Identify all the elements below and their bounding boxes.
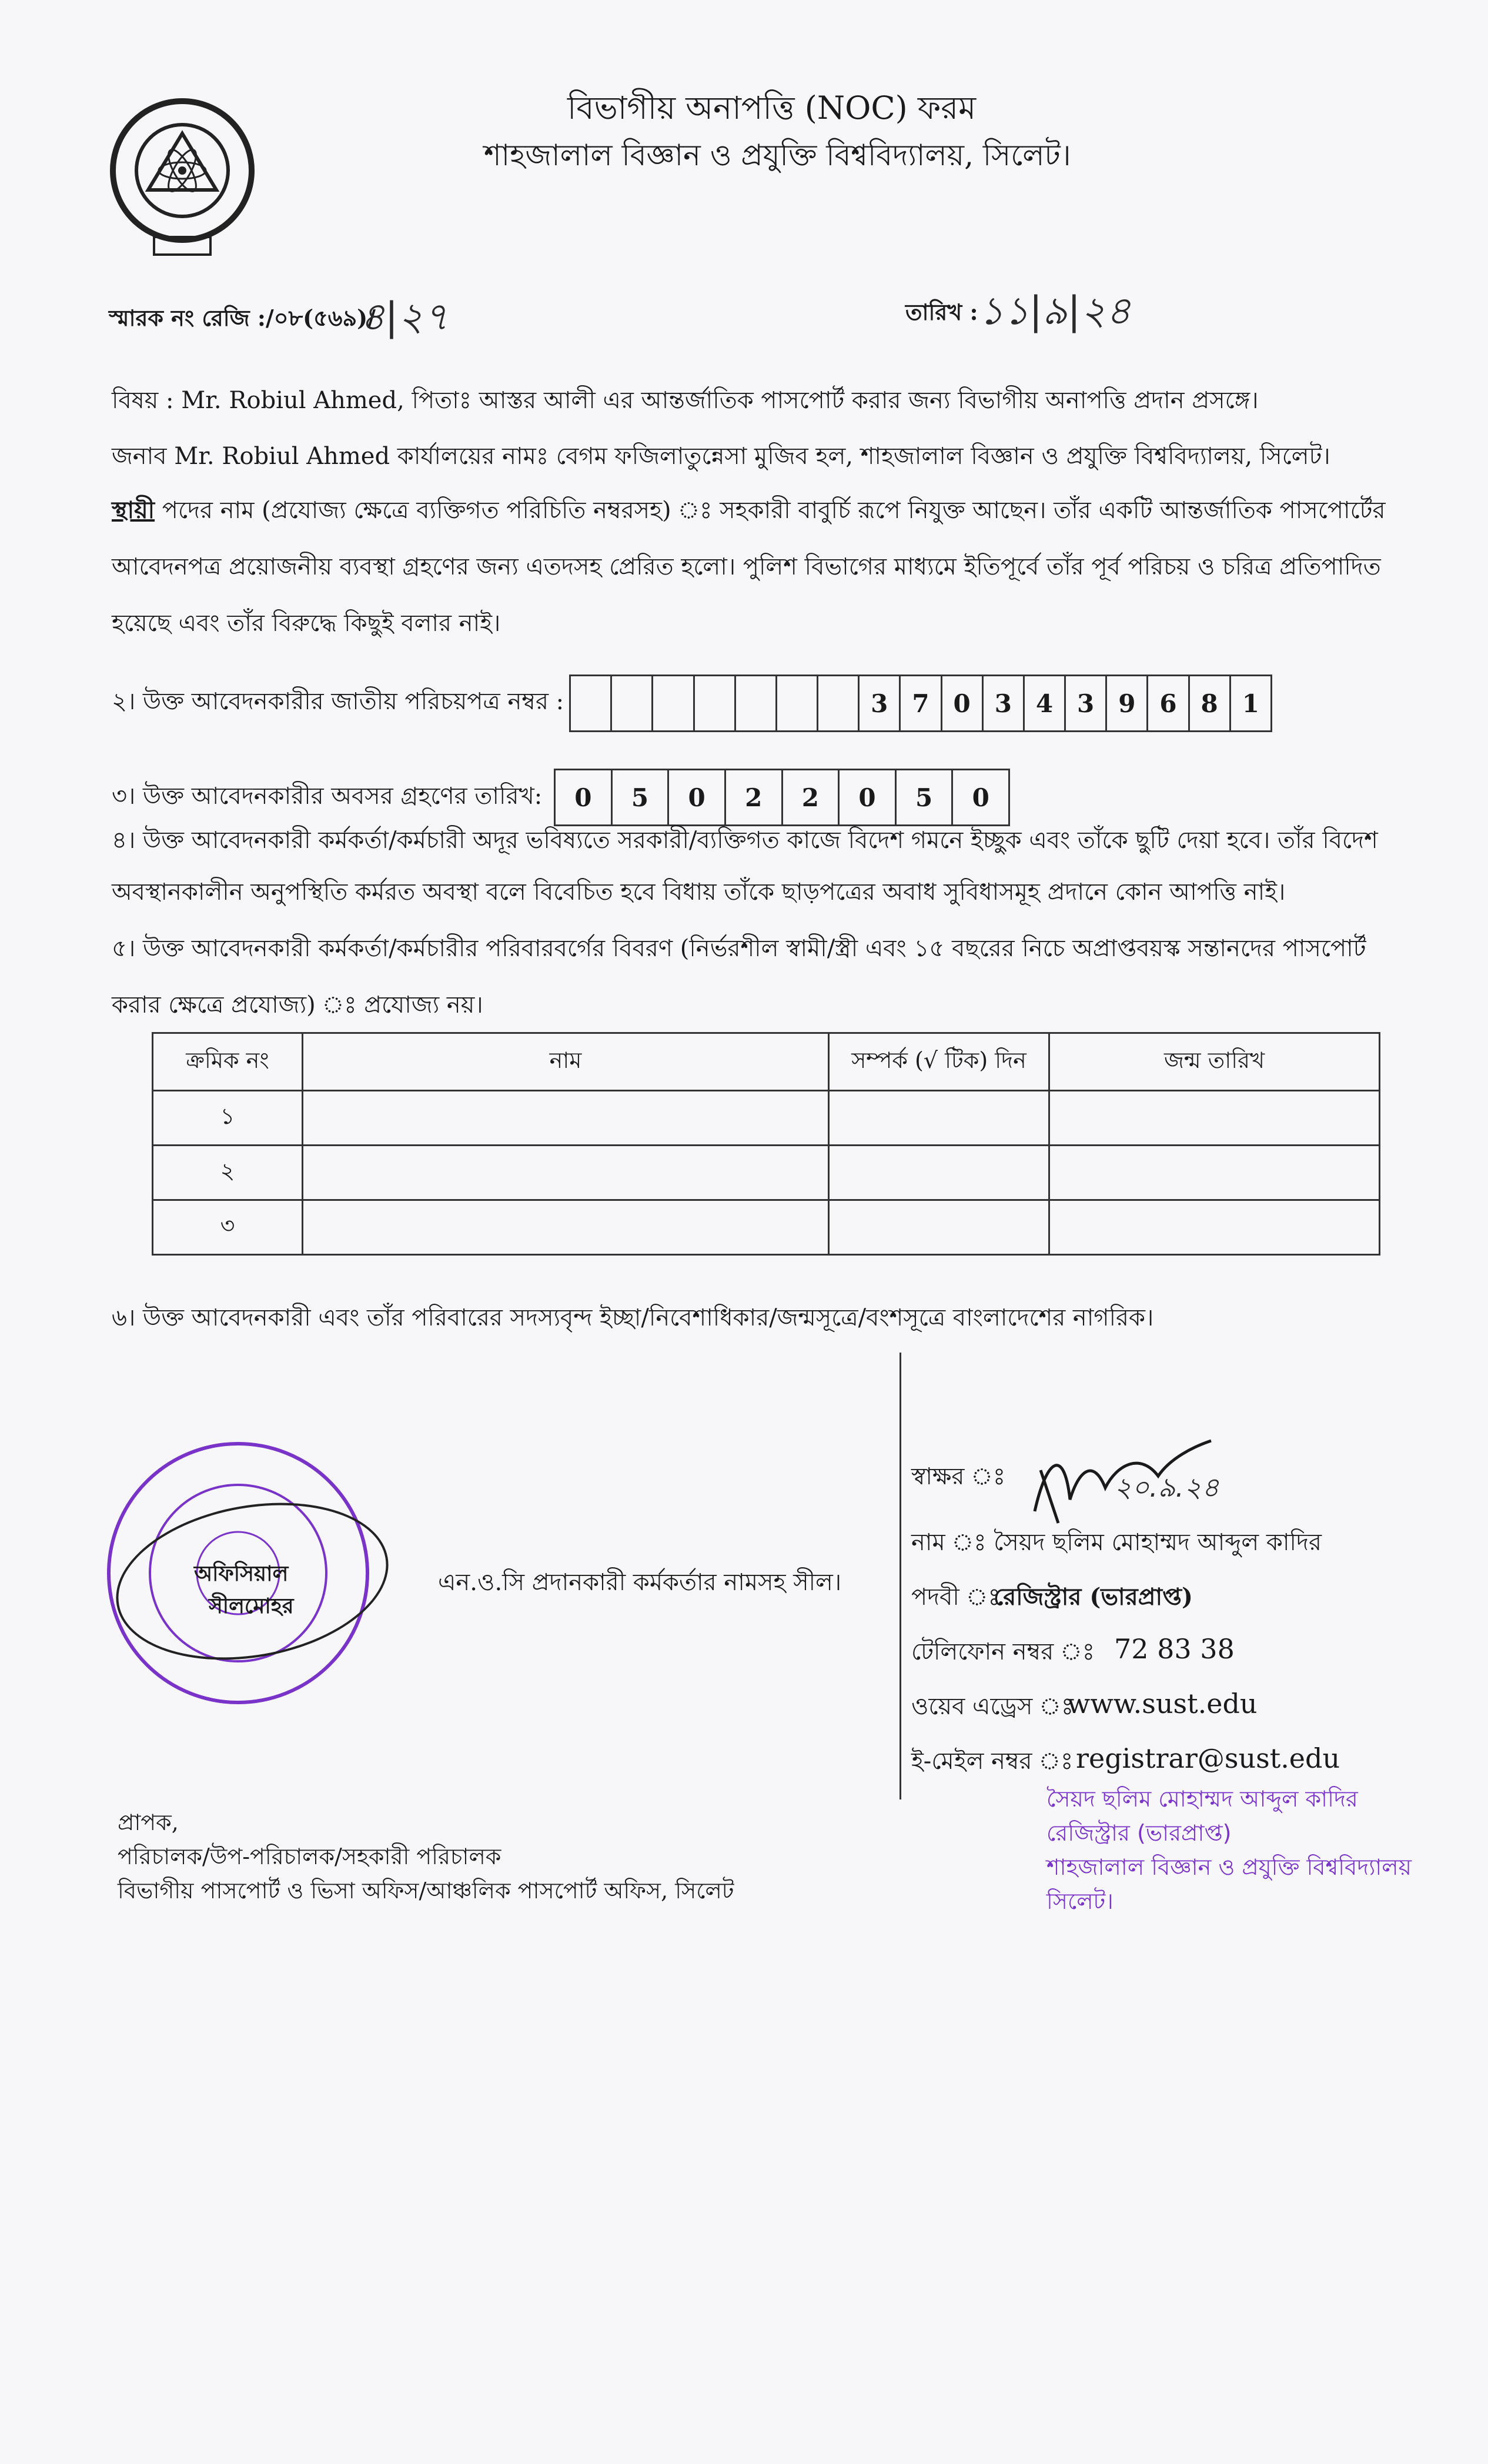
row-name [303, 1200, 829, 1255]
seal-line2: সীলমোহর [209, 1594, 294, 1618]
nid-digit-box: 3 [984, 676, 1025, 730]
university-logo [106, 91, 259, 262]
addressee-line: জনাব Mr. Robiul Ahmed কার্যালয়ের নামঃ বেগম ফজিলাতুন্নেসা মুজিব হল, শাহজালাল বিজ্ঞান ও প্রযুক্তি বিশ্ববিদ্যালয়, সিলেট। [112, 443, 1330, 470]
row-serial: ৩ [153, 1200, 303, 1255]
registrar-stamp [1046, 1782, 1412, 1918]
row-birthdate [1049, 1200, 1380, 1255]
seal-caption: এন.ও.সি প্রদানকারী কর্মকর্তার নামসহ সীল। [438, 1569, 842, 1596]
item5-paragraph: ৫। উক্ত আবেদনকারী কর্মকর্তা/কর্মচারীর পরিবারবর্গের বিবরণ (নির্ভরশীল স্বামী/স্ত্রী এবং ১৫ বছরের নিচে অপ্রাপ্তবয়স্ক সন্তানদের পাসপোর্ট করার ক্ষেত্রে প্রযোজ্য) ঃ প্রযোজ্য নয়। [112, 935, 1366, 1019]
university-name: শাহজালাল বিজ্ঞান ও প্রযুক্তি বিশ্ববিদ্যালয়, সিলেট। [484, 138, 1071, 172]
recipient-block [118, 1805, 734, 1908]
nid-digit-box: 9 [1107, 676, 1148, 730]
nid-digit-box: 8 [1190, 676, 1231, 730]
row-relation [829, 1200, 1049, 1255]
date-value: ১১|৯|২৪ [979, 288, 1131, 333]
web-label: ওয়েব এড্রেস ঃ [911, 1693, 1074, 1720]
recipient-line: প্রাপক, [118, 1809, 179, 1835]
body-lead: স্থায়ী [112, 496, 155, 524]
signature-divider [900, 1353, 901, 1799]
table-row [153, 1091, 1380, 1146]
col-birthdate: জন্ম তারিখ [1049, 1033, 1380, 1091]
signatory-name: নাম ঃ সৈয়দ ছলিম মোহাম্মদ আব্দুল কাদির [911, 1529, 1322, 1556]
retirement-digit-box: 5 [897, 770, 954, 824]
stamp-line: সৈয়দ ছলিম মোহাম্মদ আব্দুল কাদির [1046, 1786, 1358, 1812]
recipient-line: বিভাগীয় পাসপোর্ট ও ভিসা অফিস/আঞ্চলিক পাসপোর্ট অফিস, সিলেট [118, 1878, 734, 1904]
body-paragraph [112, 482, 1393, 652]
designation-label: পদবী ঃ [911, 1584, 1001, 1611]
nid-digit-box: 6 [1148, 676, 1189, 730]
item4-paragraph: ৪। উক্ত আবেদনকারী কর্মকর্তা/কর্মচারী অদূর ভবিষ্যতে সরকারী/ব্যক্তিগত কাজে বিদেশ গমনে ইচ্ছুক এবং তাঁকে ছুটি দেয়া হবে। তাঁর বিদেশ অবস্থানকালীন অনুপস্থিতি কর্মরত অবস্থা বলে বিবেচিত হবে বিধায় তাঁকে ছাড়পত্রের অবাধ সুবিধাসমূহ প্রদানে কোন আপত্তি নাই। [112, 827, 1378, 906]
stamp-line: রেজিস্ট্রার (ভারপ্রাপ্ত) [1046, 1820, 1232, 1846]
family-table [152, 1032, 1380, 1256]
table-row [153, 1146, 1380, 1200]
ref-label: স্মারক নং রেজি :/০৮(৫৬৯)/ [109, 305, 376, 331]
retirement-digit-box: 5 [613, 770, 670, 824]
nid-digit-box [777, 676, 818, 730]
nid-digit-box: 4 [1025, 676, 1066, 730]
nid-digit-box: 1 [1242, 689, 1259, 718]
retirement-digit-box: 2 [726, 770, 783, 824]
signature-date: ২০.৯.২৪ [1114, 1471, 1219, 1503]
nid-digit-box [571, 676, 612, 730]
retirement-digit-box: 0 [972, 783, 989, 812]
row-relation [829, 1146, 1049, 1200]
form-title: বিভাগীয় অনাপত্তি (NOC) ফরম [567, 89, 977, 126]
row-name [303, 1091, 829, 1146]
body-text: পদের নাম (প্রযোজ্য ক্ষেত্রে ব্যক্তিগত পরিচিতি নম্বরসহ) ঃ সহকারী বাবুর্চি রূপে নিযুক্ত আছেন। তাঁর একটি আন্তর্জাতিক পাসপোর্টের আবেদনপত্র প্রয়োজনীয় ব্যবস্থা গ্রহণের জন্য এতদসহ প্রেরিত হলো। পুলিশ বিভাগের মাধ্যমে ইতিপূর্বে তাঁর পূর্ব পরিচয় ও চরিত্র প্রতিপাদিত হয়েছে এবং তাঁর বিরুদ্ধে কিছুই বলার নাই। [112, 497, 1386, 637]
col-serial: ক্রমিক নং [153, 1033, 303, 1091]
row-name [303, 1146, 829, 1200]
subject-line: বিষয় : Mr. Robiul Ahmed, পিতাঃ আস্তর আলী এর আন্তর্জাতিক পাসপোর্ট করার জন্য বিভাগীয় অনাপত্তি প্রদান প্রসঙ্গে। [112, 387, 1259, 414]
email-label: ই-মেইল নম্বর ঃ [911, 1748, 1074, 1775]
retirement-digit-box: 0 [840, 770, 897, 824]
nid-digit-box: 0 [942, 676, 984, 730]
retirement-label: ৩। উক্ত আবেদনকারীর অবসর গ্রহণের তারিখ: [112, 783, 543, 810]
nid-number-boxes [569, 675, 1272, 732]
item6-line: ৬। উক্ত আবেদনকারী এবং তাঁর পরিবারের সদস্যবৃন্দ ইচ্ছা/নিবেশাধিকার/জন্মসূত্রে/বংশসূত্রে বাংলাদেশের নাগরিক। [112, 1304, 1154, 1331]
phone-value: 72 83 38 [1114, 1633, 1235, 1665]
col-name: নাম [303, 1033, 829, 1091]
row-relation [829, 1091, 1049, 1146]
nid-digit-box [695, 676, 736, 730]
phone-label: টেলিফোন নম্বর ঃ [911, 1638, 1095, 1665]
date-label: তারিখ : [905, 299, 978, 325]
row-birthdate [1049, 1091, 1380, 1146]
email-value: registrar@sust.edu [1076, 1742, 1340, 1774]
retirement-digit-box: 2 [783, 770, 840, 824]
col-relation: সম্পর্ক (√ টিক) দিন [829, 1033, 1049, 1091]
row-serial: ১ [153, 1091, 303, 1146]
seal-line1: অফিসিয়াল [194, 1561, 289, 1586]
stamp-line: সিলেট। [1046, 1888, 1114, 1914]
nid-digit-box: 3 [1066, 676, 1107, 730]
ref-number: ৪|২৭ [360, 294, 449, 339]
row-birthdate [1049, 1146, 1380, 1200]
retirement-digit-box: 0 [669, 770, 726, 824]
stamp-line: শাহজালাল বিজ্ঞান ও প্রযুক্তি বিশ্ববিদ্যালয় [1046, 1854, 1412, 1880]
signature-label: স্বাক্ষর ঃ [911, 1463, 1006, 1490]
nid-digit-box [653, 676, 694, 730]
nid-digit-box [612, 676, 653, 730]
web-value: www.sust.edu [1067, 1688, 1258, 1720]
nid-digit-box [818, 676, 860, 730]
nid-digit-box: 7 [901, 676, 942, 730]
row-serial: ২ [153, 1146, 303, 1200]
family-table-header [153, 1033, 1380, 1091]
recipient-line: পরিচালক/উপ-পরিচালক/সহকারী পরিচালক [118, 1844, 501, 1869]
nid-digit-box: 3 [860, 676, 901, 730]
nid-digit-box [736, 676, 777, 730]
table-row [153, 1200, 1380, 1255]
designation-value: রেজিস্ট্রার (ভারপ্রাপ্ত) [994, 1583, 1193, 1611]
nid-label: ২। উক্ত আবেদনকারীর জাতীয় পরিচয়পত্র নম্বর : [112, 688, 564, 715]
retirement-digit-box: 0 [556, 770, 613, 824]
